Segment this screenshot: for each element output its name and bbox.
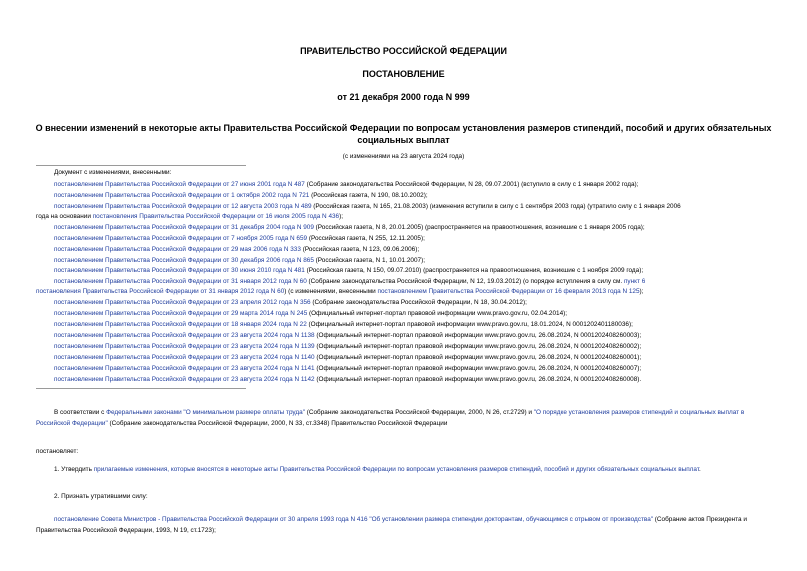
change-link[interactable]: постановлением Правительства Российской Федерации от 16 февраля 2013 года N 125: [377, 288, 640, 295]
change-link[interactable]: постановлением Правительства Российской Федерации от 23 августа 2024 года N 1138: [54, 332, 315, 339]
change-link[interactable]: постановлением Правительства Российской Федерации от 29 марта 2014 года N 245: [54, 310, 308, 317]
change-link[interactable]: постановлением Правительства Российской Федерации от 23 августа 2024 года N 1140: [54, 354, 315, 361]
doc-type-heading: ПОСТАНОВЛЕНИЕ: [362, 69, 445, 79]
repealed-act-link[interactable]: постановление Совета Министров - Правительства Российской Федерации от 30 апреля 1993 года N 416: [54, 516, 368, 523]
change-item: постановлением Правительства Российской Федерации от 27 июня 2001 года N 487 (Собрание законодательства Российской Федерации, N 28, 09.07.2001) (вступило в силу с 1 января 2002 года);: [54, 181, 639, 188]
change-link[interactable]: пункт 6: [623, 278, 646, 285]
change-item: постановлением Правительства Российской Федерации от 12 августа 2003 года N 489 (Российская газета, N 165, 21.08.2003) (изменения вступили в силу с 1 сентября 2003 года) (утратило силу с 1 января 2006: [54, 203, 681, 210]
changes-annex-link[interactable]: прилагаемые изменения, которые вносятся в некоторые акты Правительства Российской Федерации по вопросам установления размеров стипендий, пособий и других обязательных социальных выплат: [93, 466, 700, 473]
changes-intro: Документ с изменениями, внесенными:: [54, 169, 172, 176]
preamble-paragraph: В соответствии с Федеральными законами "О минимальном размере оплаты труда" (Собрание законодательства Российской Федерации, 2000, N 26, ст.2729) и "О порядке установления размеров стипендий и социальных выплат в Российской Федерации" (Собрание законодательства Российской Федерации, 2000, N 33, ст.3348) Правительство Российской Федерации: [36, 409, 745, 427]
top-divider: [36, 165, 246, 166]
change-item: постановлением Правительства Российской Федерации от 23 августа 2024 года N 1138 (Официальный интернет-портал правовой информации www.pravo.gov.ru, 26.08.2024, N 0001202408260003);: [54, 332, 642, 339]
change-link[interactable]: постановлением Правительства Российской Федерации от 31 января 2012 года N 60: [54, 278, 307, 285]
change-item: постановлением Правительства Российской Федерации от 23 августа 2024 года N 1142 (Официальный интернет-портал правовой информации www.pravo.gov.ru, 26.08.2024, N 0001202408260008).: [54, 376, 642, 383]
change-item: постановлением Правительства Российской Федерации от 23 августа 2024 года N 1141 (Официальный интернет-портал правовой информации www.pravo.gov.ru, 26.08.2024, N 0001202408260007);: [54, 365, 642, 372]
decides-text: постановляет:: [36, 448, 79, 455]
change-link[interactable]: постановлением Правительства Российской Федерации от 23 августа 2024 года N 1142: [54, 376, 315, 383]
change-link[interactable]: постановлением Правительства Российской Федерации от 7 ноября 2005 года N 659: [54, 235, 308, 242]
change-item: постановлением Правительства Российской Федерации от 7 ноября 2005 года N 659 (Российская газета, N 255, 12.11.2005);: [54, 235, 425, 242]
item-2-heading: 2. Признать утратившими силу:: [54, 493, 148, 500]
change-item: постановления Правительства Российской Федерации от 31 января 2012 года N 60) (с изменениями, внесенными постановлением Правительства Российской Федерации от 16 февраля 2013 года N 125);: [36, 288, 644, 295]
change-item: постановлением Правительства Российской Федерации от 23 августа 2024 года N 1140 (Официальный интернет-портал правовой информации www.pravo.gov.ru, 26.08.2024, N 0001202408260001);: [54, 354, 642, 361]
revision-note: (с изменениями на 23 августа 2024 года): [342, 153, 465, 160]
change-item: постановлением Правительства Российской Федерации от 31 декабря 2004 года N 909 (Российская газета, N 8, 20.01.2005) (распространяется на правоотношения, возникшие с 1 января 2005 года);: [54, 224, 645, 231]
repealed-act-link[interactable]: "Об установлении размера стипендии докторантам, обучающимся с отрывом от производства": [369, 516, 654, 523]
change-item: постановлением Правительства Российской Федерации от 30 декабря 2006 года N 865 (Российская газета, N 1, 10.01.2007);: [54, 257, 425, 264]
change-link[interactable]: постановлением Правительства Российской Федерации от 29 мая 2006 года N 333: [54, 246, 301, 253]
change-item: постановлением Правительства Российской Федерации от 23 апреля 2012 года N 356 (Собрание законодательства Российской Федерации, N 18, 30.04.2012);: [54, 299, 527, 306]
change-link[interactable]: постановления Правительства Российской Федерации от 16 июля 2005 года N 436: [92, 213, 340, 220]
item-2-entry: постановление Совета Министров - Правительства Российской Федерации от 30 апреля 1993 года N 416 "Об установлении размера стипендии докторантам, обучающимся с отрывом от производства" (Собрание актов Президента и Правительства Российской Федерации, 1993, N 19, ст.1723);: [36, 516, 747, 534]
change-link[interactable]: постановлением Правительства Российской Федерации от 30 июня 2010 года N 481: [54, 267, 305, 274]
change-link[interactable]: постановлением Правительства Российской Федерации от 23 апреля 2012 года N 356: [54, 299, 311, 306]
change-link[interactable]: постановлением Правительства Российской Федерации от 23 августа 2024 года N 1139: [54, 343, 315, 350]
change-link[interactable]: постановлением Правительства Российской Федерации от 23 августа 2024 года N 1141: [54, 365, 315, 372]
change-item: постановлением Правительства Российской Федерации от 23 августа 2024 года N 1139 (Официальный интернет-портал правовой информации www.pravo.gov.ru, 26.08.2024, N 0001202408260002);: [54, 343, 642, 350]
law-link[interactable]: Федеральными законами "О минимальном размере оплаты труда": [106, 409, 305, 416]
change-link[interactable]: постановлением Правительства Российской Федерации от 27 июня 2001 года N 487: [54, 181, 305, 188]
change-item: постановлением Правительства Российской Федерации от 29 марта 2014 года N 245 (Официальный интернет-портал правовой информации www.pravo.gov.ru, 02.04.2014);: [54, 310, 568, 317]
doc-title: О внесении изменений в некоторые акты Правительства Российской Федерации по вопросам установления размеров стипендий, пособий и других обязательных социальных выплат: [35, 123, 772, 145]
change-item: постановлением Правительства Российской Федерации от 1 октября 2002 года N 721 (Российская газета, N 190, 08.10.2002);: [54, 192, 428, 199]
change-link[interactable]: постановлением Правительства Российской Федерации от 30 декабря 2006 года N 865: [54, 257, 314, 264]
change-link[interactable]: постановлением Правительства Российской Федерации от 12 августа 2003 года N 489: [54, 203, 312, 210]
change-link[interactable]: постановлением Правительства Российской Федерации от 1 октября 2002 года N 721: [54, 192, 310, 199]
change-item: года на основании постановления Правительства Российской Федерации от 16 июля 2005 года N 436);: [36, 213, 344, 220]
item-1-paragraph: 1. Утвердить прилагаемые изменения, которые вносятся в некоторые акты Правительства Российской Федерации по вопросам установления размеров стипендий, пособий и других обязательных социальных выплат.: [54, 466, 701, 473]
change-link[interactable]: постановлением Правительства Российской Федерации от 31 декабря 2004 года N 909: [54, 224, 314, 231]
change-item: постановлением Правительства Российской Федерации от 31 января 2012 года N 60 (Собрание законодательства Российской Федерации, N 12, 19.03.2012) (о порядке вступления в силу см. пункт 6: [54, 278, 646, 285]
issuer-heading: ПРАВИТЕЛЬСТВО РОССИЙСКОЙ ФЕДЕРАЦИИ: [300, 46, 507, 56]
doc-date-heading: от 21 декабря 2000 года N 999: [337, 92, 470, 102]
change-item: постановлением Правительства Российской Федерации от 29 мая 2006 года N 333 (Российская газета, N 123, 09.06.2006);: [54, 246, 420, 253]
law-link[interactable]: "О порядке установления размеров стипендий и социальных выплат в Российской Федерации": [36, 409, 745, 427]
change-item: постановлением Правительства Российской Федерации от 18 января 2024 года N 22 (Официальный интернет-портал правовой информации www.pravo.gov.ru, 18.01.2024, N 0001202401180036);: [54, 321, 633, 328]
change-link[interactable]: постановлением Правительства Российской Федерации от 18 января 2024 года N 22: [54, 321, 307, 328]
change-link[interactable]: постановления Правительства Российской Федерации от 31 января 2012 года N 60: [36, 288, 285, 295]
bottom-divider: [36, 388, 246, 389]
change-item: постановлением Правительства Российской Федерации от 30 июня 2010 года N 481 (Российская газета, N 150, 09.07.2010) (распространяется на правоотношения, возникшие с 1 ноября 2009 года);: [54, 267, 644, 274]
